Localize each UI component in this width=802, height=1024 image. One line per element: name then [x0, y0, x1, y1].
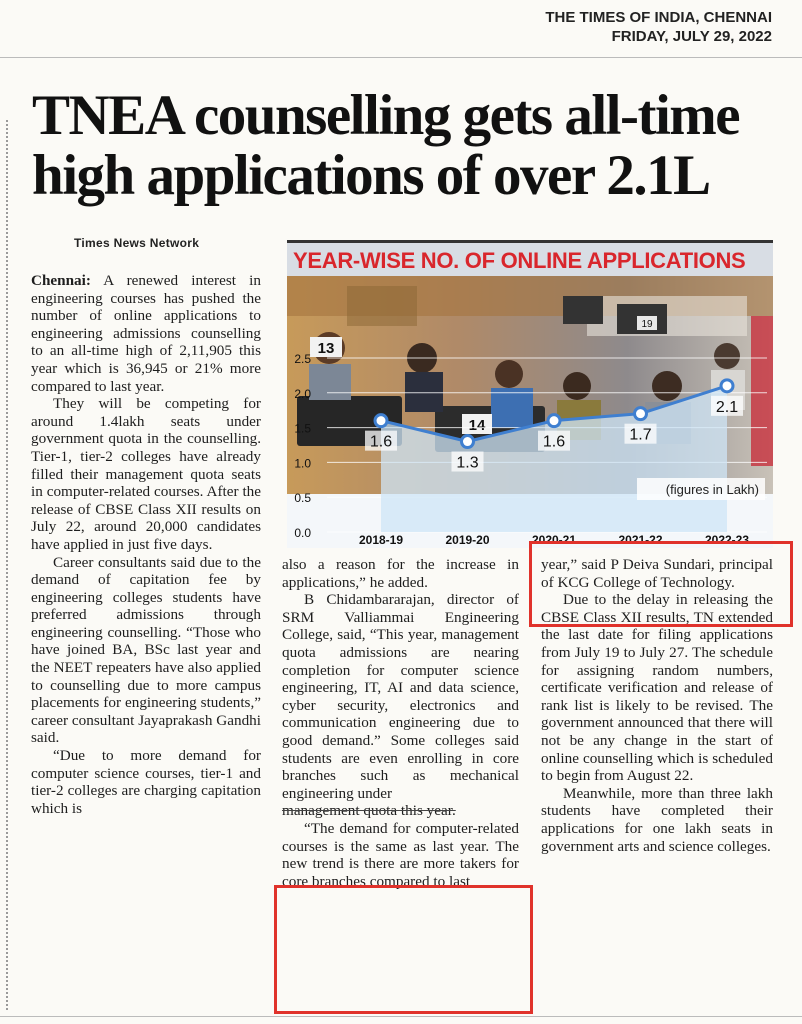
- photo-label-14: 14: [468, 417, 486, 434]
- data-point: [462, 436, 474, 448]
- paragraph: Meanwhile, more than three lakh students have completed their applications for one lakh seats in government arts and science colleges.: [541, 784, 773, 855]
- paragraph: They will be competing for around 1.4lakh seats under government quota in the counselling. Tier-1, tier-2 colleges have already filled their management quota seats in computer-related courses. After the release of CBSE Class XII results on July 22, around 20,000 candidates have applied in just five days.: [31, 395, 261, 553]
- y-tick-label: 1.0: [294, 456, 311, 471]
- paragraph-quote: “The demand for computer-related courses is the same as last year. The new trend is there are more takers for core branches compared to last: [282, 819, 519, 890]
- byline: Times News Network: [74, 236, 200, 250]
- masthead: [545, 8, 772, 46]
- paragraph: Career consultants said due to the demand of capitation fee by engineering colleges students have preferred admissions through engineering counselling. “Those who have joined BA, BSc last year and the NEET repeaters have also applied to counselling due to more campus placements for engineering students,” career consultant Jayaprakash Gandhi said.: [31, 553, 261, 747]
- x-tick-label: 2022-23: [704, 533, 750, 547]
- y-tick-label: 0.0: [294, 526, 311, 540]
- value-label: 1.7: [629, 426, 652, 444]
- paragraph: B Chidambararajan, director of SRM Valliammai Engineering College, said, “This year, management quota admissions are nearing completion for computer science engineering, IT, AI and data science, cyber security, electronics and communication engineering due to good demand.” Some colleges said students are even enrolling in core branches such as mechanical engineering under: [282, 591, 519, 802]
- photo-label-19: 19: [641, 319, 653, 330]
- paragraph: also a reason for the increase in applications,” he added.: [282, 556, 519, 591]
- y-tick-label: 0.5: [294, 491, 311, 506]
- article-column-2: [282, 556, 519, 1001]
- photo-label-13: 13: [317, 340, 335, 357]
- dateline: Chennai:: [31, 272, 91, 289]
- paragraph-lede: [31, 272, 261, 395]
- x-tick-label: 2021-22: [618, 533, 663, 547]
- chart-svg: [287, 276, 773, 548]
- x-tick-label: 2020-21: [531, 533, 577, 547]
- chart-title: YEAR-WISE NO. OF ONLINE APPLICATIONS: [293, 248, 746, 273]
- applications-chart: [287, 240, 773, 548]
- masthead-date: FRIDAY, JULY 29, 2022: [611, 28, 772, 45]
- y-tick-label: 2.0: [294, 386, 311, 401]
- article-column-3: [541, 556, 773, 996]
- article-column-1: [31, 272, 261, 1012]
- headline: TNEA counselling gets all-time high applications of over 2.1L: [32, 84, 740, 207]
- value-label: 1.3: [456, 454, 479, 472]
- data-point: [721, 380, 733, 392]
- bottom-rule: [0, 1016, 802, 1017]
- data-point: [635, 408, 647, 420]
- y-tick-label: 1.5: [294, 421, 311, 436]
- paragraph-quote-end: year,” said P Deiva Sundari, principal of KCG College of Technology.: [541, 556, 773, 591]
- column-rule-left: [6, 120, 8, 1010]
- x-tick-label: 2018-19: [358, 533, 404, 547]
- paragraph: Due to the delay in releasing the CBSE Class XII results, TN extended the last date for filing applications from July 19 to July 27. The schedule for assigning random numbers, certificate verification and release of rank list is likely to be revised. The government announced that there will not be any change in the start of online counselling which is scheduled to begin from August 22.: [541, 591, 773, 785]
- data-point: [375, 415, 387, 427]
- data-point: [548, 415, 560, 427]
- chart-note: (figures in Lakh): [665, 482, 759, 497]
- value-label: 1.6: [542, 433, 566, 451]
- y-tick-label: 2.5: [294, 352, 311, 366]
- paragraph: “Due to more demand for computer science courses, tier-1 and tier-2 colleges are charging capitation which is: [31, 747, 261, 817]
- value-label: 1.6: [369, 433, 393, 451]
- masthead-paper: THE TIMES OF INDIA, CHENNAI: [545, 9, 772, 26]
- value-label: 2.1: [715, 398, 739, 416]
- top-rule: [0, 57, 802, 58]
- paragraph-struck: management quota this year.: [282, 802, 456, 820]
- x-tick-label: 2019-20: [445, 533, 490, 547]
- chart-title-bar: [287, 240, 773, 279]
- lede-text: A renewed interest in engineering courses has pushed the number of online applications to engineering admissions counselling to an all-time high of 2,11,905 this year which is 36,945 or 21% more compared to last year.: [31, 272, 261, 395]
